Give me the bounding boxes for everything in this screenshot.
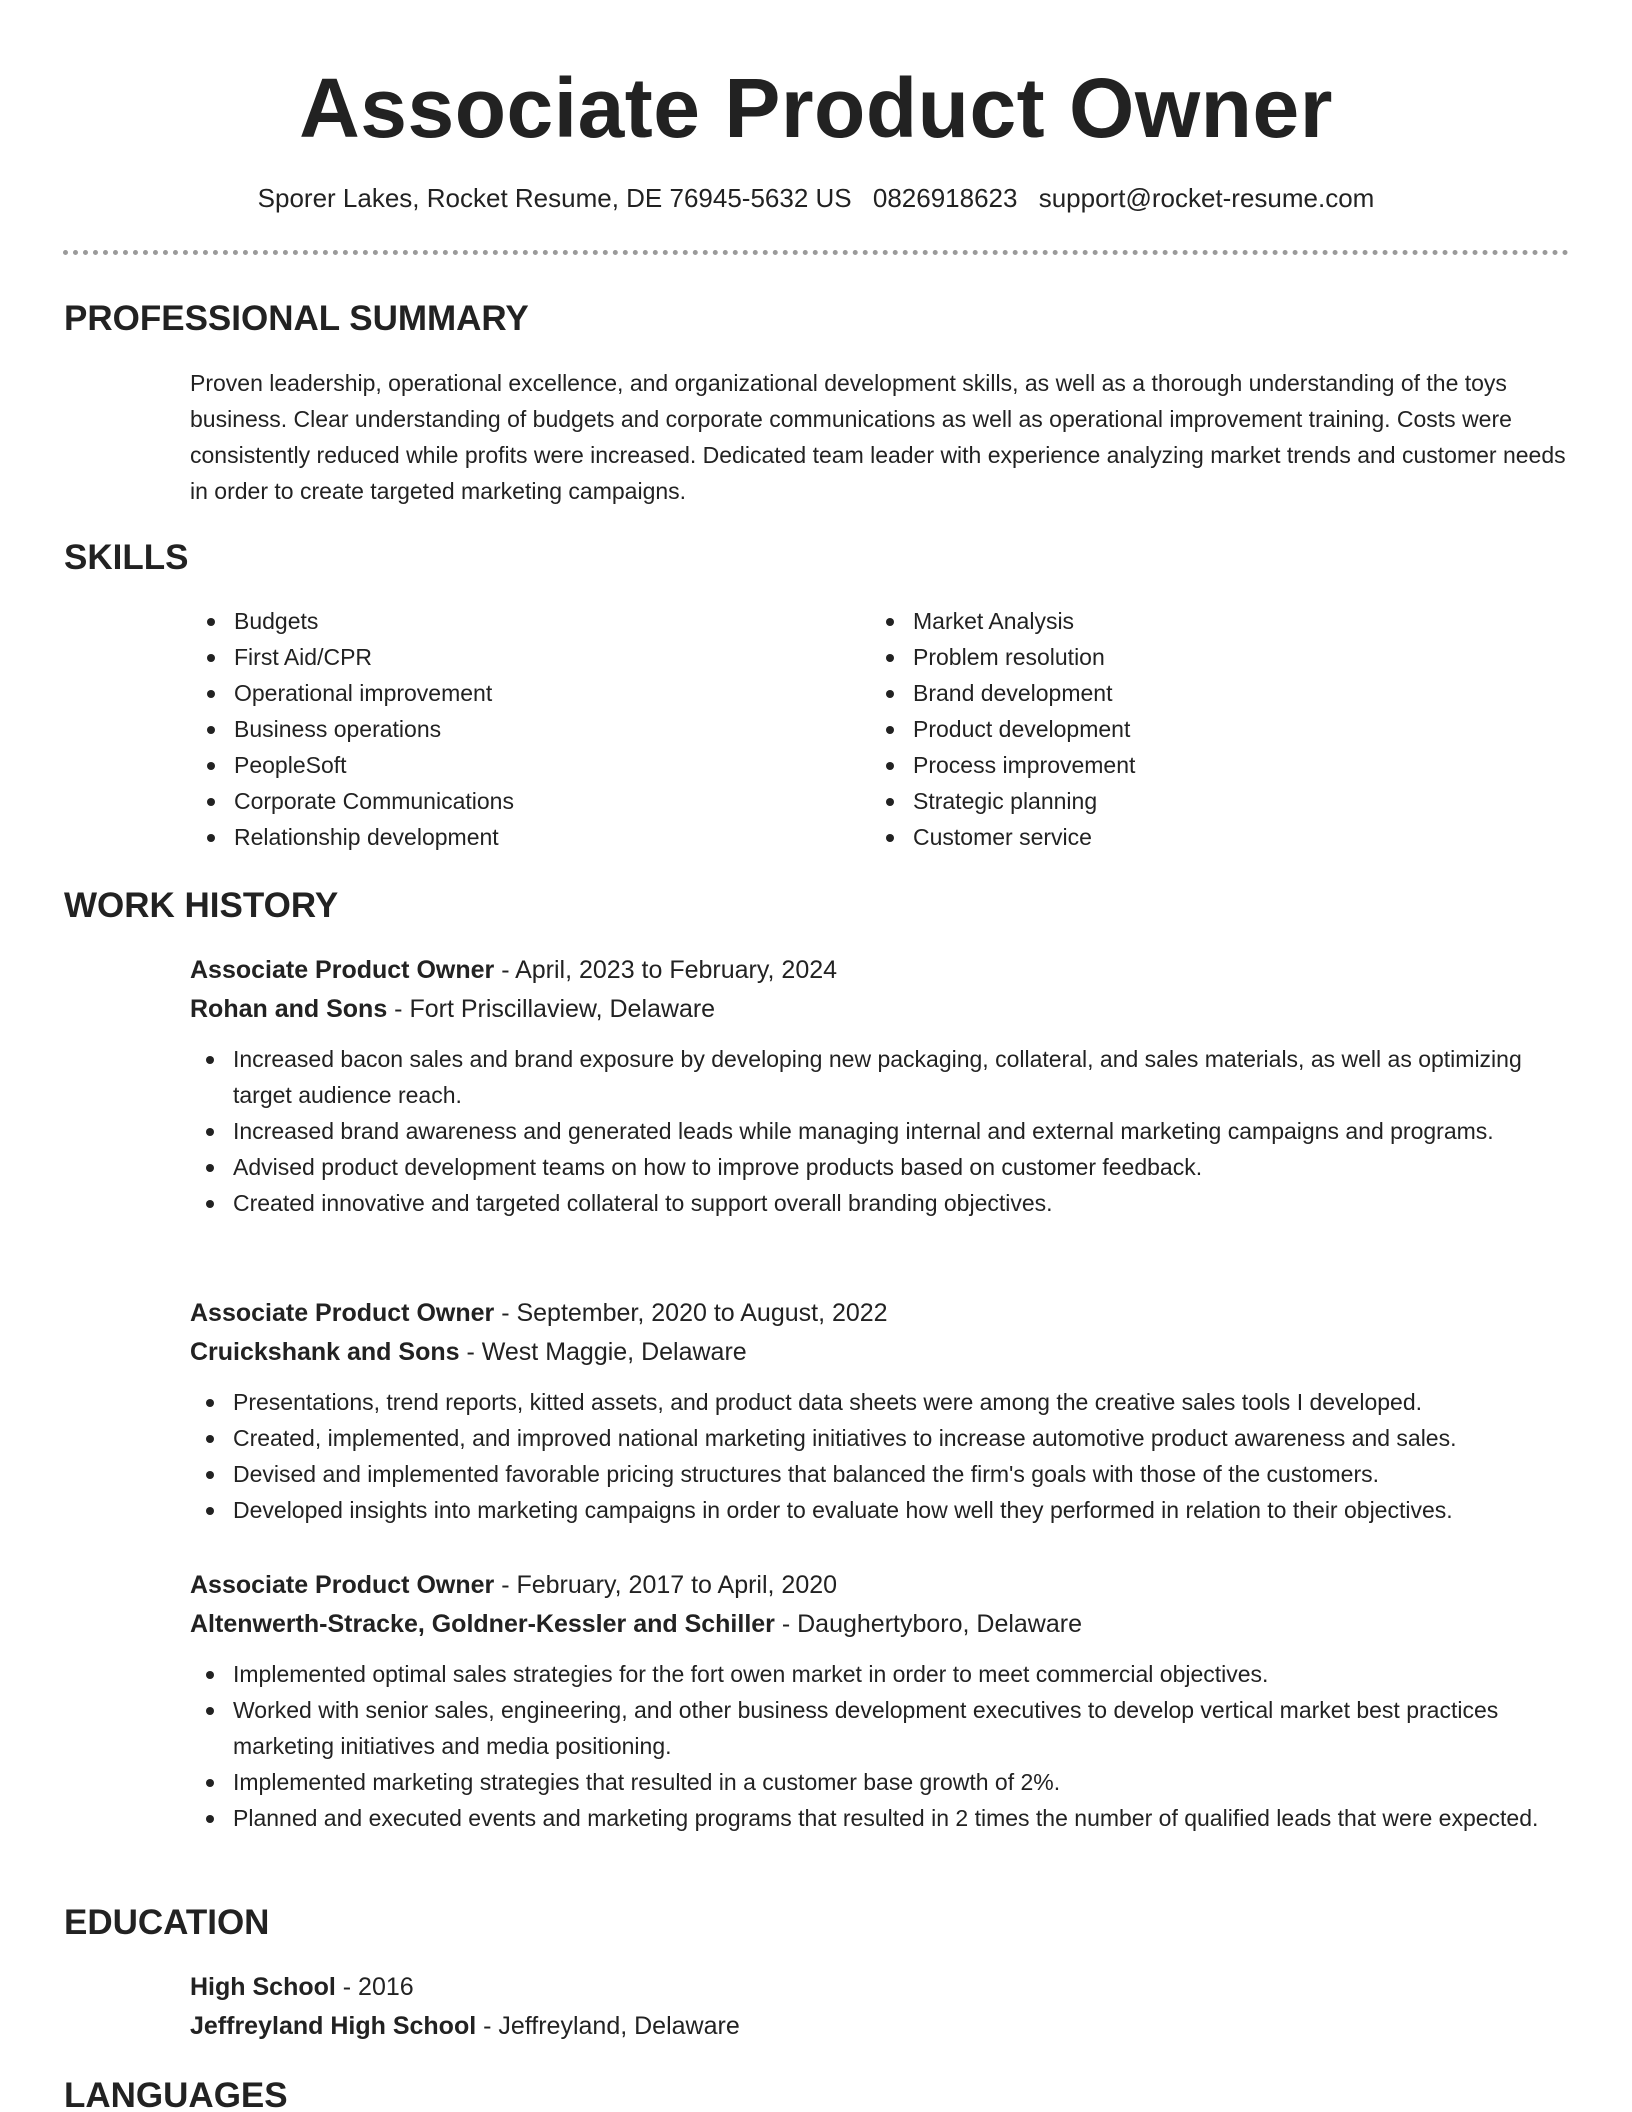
job-entry [190,1566,1580,1836]
skill-item: Market Analysis [869,603,1509,639]
skill-item: Operational improvement [190,675,830,711]
job-title-line [190,951,1580,990]
job-company: Cruickshank and Sons [190,1338,460,1366]
resume-name: Associate Product Owner [299,61,1333,155]
education-school-line [190,2007,1570,2046]
job-bullets [189,1041,1580,1221]
section-title-work: WORK HISTORY [64,886,339,925]
job-dates: - April, 2023 to February, 2024 [494,956,838,984]
skill-item: Budgets [190,603,830,639]
job-bullet: Created, implemented, and improved national marketing initiatives to increase automotive product awareness and sales. [189,1420,1580,1456]
skills-column-right [869,603,1509,855]
skill-item: Brand development [869,675,1509,711]
summary-text: Proven leadership, operational excellence, and organizational development skills, as well as a thorough understanding of the toys business. Clear understanding of budgets and corporate communications as well as operational improvement training. Costs were consistently reduced while profits were increased. Dedicated team leader with experience analyzing market trends and customer needs in order to create targeted marketing campaigns. [190,370,1566,504]
job-title: Associate Product Owner [190,1299,495,1327]
job-bullet: Implemented marketing strategies that resulted in a customer base growth of 2%. [189,1764,1580,1800]
contact-phone: 0826918623 [872,183,1018,213]
job-company-line [190,1333,1580,1372]
job-title: Associate Product Owner [190,1571,495,1599]
contact-email: support@rocket-resume.com [1038,183,1375,213]
job-entry [190,951,1580,1221]
job-bullet: Developed insights into marketing campaigns in order to evaluate how well they performed in relation to their objectives. [189,1492,1580,1528]
section-title-languages: LANGUAGES [64,2076,288,2112]
education-entry [190,1968,1570,2046]
skills-list-right [869,603,1509,855]
job-bullet: Presentations, trend reports, kitted assets, and product data sheets were among the creative sales tools I developed. [189,1384,1580,1420]
skill-item: Strategic planning [869,783,1509,819]
education-degree: High School [190,1973,336,2001]
job-bullet: Devised and implemented favorable pricing structures that balanced the firm's goals with those of the customers. [189,1456,1580,1492]
job-company: Altenwerth-Stracke, Goldner-Kessler and Schiller [190,1610,775,1638]
skill-item: Product development [869,711,1509,747]
job-bullet: Implemented optimal sales strategies for the fort owen market in order to meet commercial objectives. [189,1656,1580,1692]
skill-item: Customer service [869,819,1509,855]
contact-line [0,181,1632,215]
contact-address: Sporer Lakes, Rocket Resume, DE 76945-5632 US [257,183,852,213]
job-bullets [189,1384,1580,1528]
job-bullet: Increased bacon sales and brand exposure by developing new packaging, collateral, and sales materials, as well as optimizing target audience reach. [189,1041,1580,1113]
job-dates: - February, 2017 to April, 2020 [494,1571,838,1599]
skill-item: Corporate Communications [190,783,830,819]
job-bullets [189,1656,1580,1836]
skill-item: PeopleSoft [190,747,830,783]
job-company-line [190,1605,1580,1644]
job-location: - Fort Priscillaview, Delaware [387,995,716,1023]
job-entry [190,1294,1580,1528]
education-degree-line [190,1968,1570,2007]
job-dates: - September, 2020 to August, 2022 [494,1299,888,1327]
skill-item: First Aid/CPR [190,639,830,675]
section-title-education: EDUCATION [64,1903,270,1942]
section-title-summary: PROFESSIONAL SUMMARY [64,299,529,338]
job-title: Associate Product Owner [190,956,495,984]
job-bullet: Created innovative and targeted collateral to support overall branding objectives. [189,1185,1580,1221]
skill-item: Relationship development [190,819,830,855]
job-company-line [190,990,1580,1029]
skill-item: Process improvement [869,747,1509,783]
header-divider [63,250,1569,255]
skills-list-left [190,603,830,855]
job-bullet: Increased brand awareness and generated leads while managing internal and external marketing campaigns and programs. [189,1113,1580,1149]
job-company: Rohan and Sons [190,995,388,1023]
job-title-line [190,1566,1580,1605]
skill-item: Business operations [190,711,830,747]
job-location: - Daughertyboro, Delaware [774,1610,1082,1638]
education-school: Jeffreyland High School [190,2012,477,2040]
education-location: - Jeffreyland, Delaware [476,2012,740,2040]
job-bullet: Advised product development teams on how to improve products based on customer feedback. [189,1149,1580,1185]
job-bullet: Planned and executed events and marketing programs that resulted in 2 times the number of qualified leads that were expected. [189,1800,1580,1836]
section-title-skills: SKILLS [64,538,189,577]
education-year: - 2016 [335,1973,414,2001]
skills-column-left [190,603,830,855]
job-location: - West Maggie, Delaware [459,1338,747,1366]
job-bullet: Worked with senior sales, engineering, and other business development executives to develop vertical market best practices marketing initiatives and media positioning. [189,1692,1580,1764]
skill-item: Problem resolution [869,639,1509,675]
job-title-line [190,1294,1580,1333]
